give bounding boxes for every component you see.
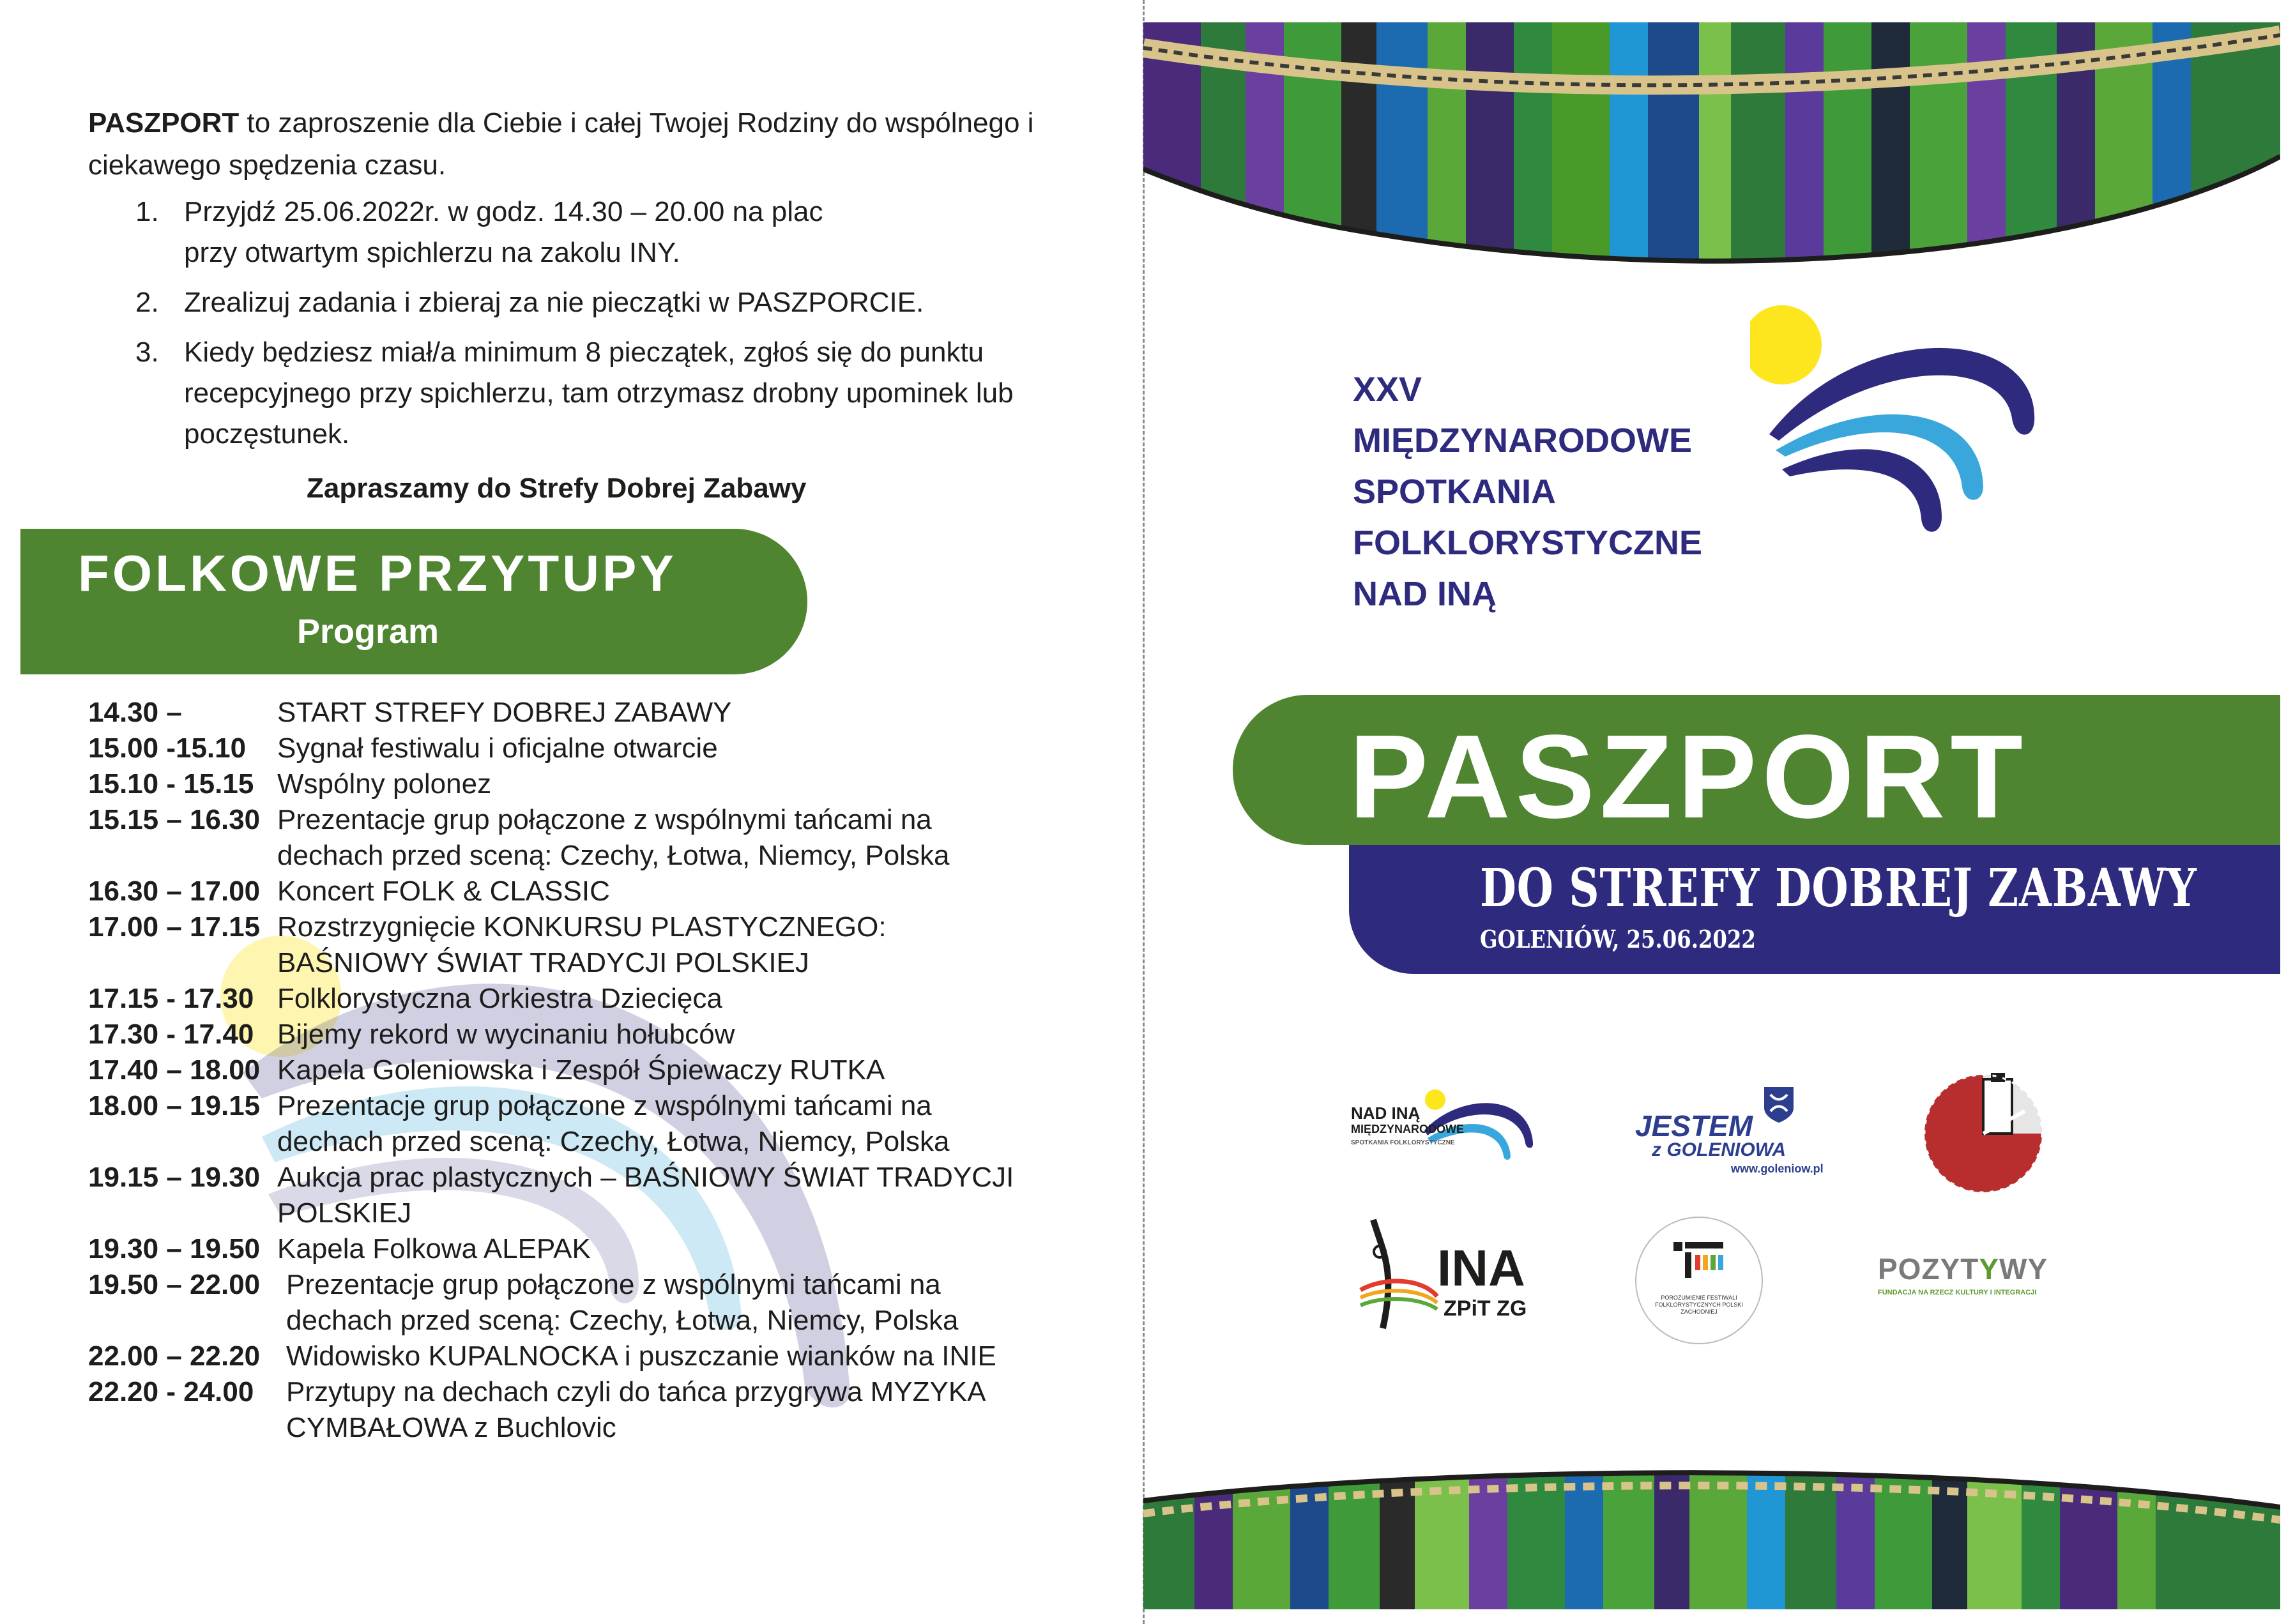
- right-page: [1143, 0, 2286, 1624]
- step-number: 3.: [135, 337, 159, 368]
- ina-sub: ZPiT ZG: [1444, 1296, 1527, 1321]
- jestem-line1: JESTEM: [1635, 1109, 1753, 1142]
- schedule-time: 14.30 –: [88, 697, 182, 728]
- nad-ina-line2: MIĘDZYNARODOWE: [1351, 1123, 1464, 1135]
- schedule-time: 19.50 – 22.00: [88, 1269, 261, 1300]
- schedule-row: [88, 1088, 1129, 1160]
- steps-list: [135, 192, 1093, 464]
- festival-title: [1353, 364, 1702, 619]
- schedule-row: [88, 909, 1129, 981]
- step-text-continued: przy otwartym spichlerzu na zakolu INY.: [184, 237, 680, 268]
- schedule-row: [88, 1160, 1129, 1231]
- jestem-url: www.goleniow.pl: [1731, 1162, 1824, 1175]
- passport-subtitle: DO STREFY DOBREJ ZABAWY: [1480, 858, 2197, 919]
- passport-subtitle-banner: [1349, 845, 2280, 974]
- schedule-time: 22.20 - 24.00: [88, 1376, 254, 1408]
- schedule-row: [88, 1339, 1129, 1374]
- sponsor-logo-god-goleniow: [1919, 1066, 2047, 1194]
- logo-wave-purple-small: [1782, 449, 1942, 531]
- schedule-desc: Przytupy na dechach czyli do tańca przygrywa MYZYKA CYMBAŁOWA z Buchlovic: [286, 1376, 985, 1443]
- schedule-desc: Prezentacje grup połączone z wspólnymi tańcami na dechach przed sceną: Czechy, Łotwa, Niemcy, Polska: [277, 1090, 950, 1157]
- pozytywy-name-y: Y: [1979, 1252, 2000, 1286]
- intro-paragraph: [88, 102, 1085, 186]
- schedule-time: 19.15 – 19.30: [88, 1162, 261, 1193]
- ina-name: INA: [1437, 1240, 1525, 1296]
- sponsor-logo-pozytywy: [1878, 1245, 2069, 1309]
- step-number: 2.: [135, 287, 159, 318]
- schedule-time: 16.30 – 17.00: [88, 876, 261, 907]
- schedule-time: 15.15 – 16.30: [88, 804, 261, 835]
- festival-title-line: NAD INĄ: [1353, 575, 1497, 613]
- pozytywy-tagline: FUNDACJA NA RZECZ KULTURY I INTEGRACJI: [1878, 1289, 2037, 1296]
- schedule-row: [88, 766, 1129, 802]
- schedule-row: [88, 1267, 1129, 1339]
- step-text: Zrealizuj zadania i zbieraj za nie pieczątki w PASZPORCIE.: [184, 287, 924, 318]
- folk-pattern-bottom: [1143, 1462, 2280, 1609]
- schedule-row: [88, 874, 1129, 909]
- schedule-desc: Kapela Goleniowska i Zespół Śpiewaczy RUTKA: [277, 1054, 885, 1086]
- nad-ina-line3: SPOTKANIA FOLKLORYSTYCZNE: [1351, 1139, 1455, 1146]
- step-text: Przyjdź 25.06.2022r. w godz. 14.30 – 20.00 na plac: [184, 196, 823, 227]
- schedule-row: [88, 1017, 1129, 1052]
- schedule-row: [88, 1374, 1129, 1446]
- step-item: [135, 282, 1093, 323]
- sponsor-logo-ina-zpit: [1357, 1213, 1562, 1335]
- schedule-time: 22.00 – 22.20: [88, 1340, 261, 1372]
- passport-title: PASZPORT: [1349, 711, 2028, 843]
- schedule-time: 18.00 – 19.15: [88, 1090, 261, 1121]
- schedule-desc: START STREFY DOBREJ ZABAWY: [277, 697, 732, 728]
- schedule-desc: Kapela Folkowa ALEPAK: [277, 1233, 591, 1264]
- schedule-row: [88, 981, 1129, 1017]
- schedule-row: [88, 802, 1129, 874]
- schedule-desc: Aukcja prac plastycznych – BAŚNIOWY ŚWIAT TRADYCJI POLSKIEJ: [277, 1162, 1014, 1229]
- schedule-time: 19.30 – 19.50: [88, 1233, 261, 1264]
- festival-logo: [1750, 300, 2044, 600]
- schedule-desc: Bijemy rekord w wycinaniu hołubców: [277, 1019, 735, 1050]
- program-banner-subtitle: Program: [297, 612, 439, 651]
- schedule-row: [88, 1231, 1129, 1267]
- step-text: Kiedy będziesz miał/a minimum 8 pieczątek, zgłoś się do punktu recepcyjnego przy spichlerzu, tam otrzymasz drobny upominek lub poczęstunek.: [184, 337, 1014, 450]
- program-banner: [20, 529, 807, 674]
- schedule-desc: Rozstrzygnięcie KONKURSU PLASTYCZNEGO: BAŚNIOWY ŚWIAT TRADYCJI POLSKIEJ: [277, 911, 887, 978]
- pff-text: POROZUMIENIE FESTIWALI FOLKLORYSTYCZNYCH POLSKI ZACHODNIEJ: [1655, 1294, 1743, 1315]
- nad-ina-name: NAD INĄ: [1351, 1104, 1421, 1123]
- sponsor-logo-nad-ina: [1351, 1086, 1543, 1169]
- logo-sun: [1750, 305, 1822, 384]
- pff-emblem-icon: [1673, 1242, 1731, 1287]
- festival-title-line: XXV: [1353, 370, 1422, 409]
- passport-place-date: GOLENIÓW, 25.06.2022: [1480, 925, 1756, 953]
- step-item: [135, 332, 1093, 455]
- schedule-time: 15.00 -15.10: [88, 732, 247, 764]
- festival-title-line: MIĘDZYNARODOWE: [1353, 421, 1692, 460]
- pozytywy-name-b: WY: [1999, 1252, 2048, 1286]
- sponsor-logo-pff: [1635, 1217, 1763, 1344]
- schedule-desc: Prezentacje grup połączone z wspólnymi tańcami na dechach przed sceną: Czechy, Łotwa, Niemcy, Polska: [277, 804, 950, 871]
- step-number: 1.: [135, 196, 159, 227]
- jestem-line2: z GOLENIOWA: [1652, 1139, 1786, 1160]
- schedule-row: [88, 731, 1129, 766]
- schedule-row: [88, 1052, 1129, 1088]
- folk-pattern-top: [1143, 22, 2280, 278]
- sponsor-logo-jestem-z-goleniowa: [1635, 1086, 1827, 1175]
- pozytywy-name-a: POZYT: [1878, 1252, 1979, 1286]
- program-schedule: [88, 695, 1129, 1446]
- schedule-time: 17.15 - 17.30: [88, 983, 254, 1014]
- pozytywy-name: [1878, 1252, 2048, 1286]
- invite-line: Zapraszamy do Strefy Dobrej Zabawy: [307, 473, 807, 504]
- schedule-time: 17.30 - 17.40: [88, 1019, 254, 1050]
- step-item: [135, 192, 1093, 273]
- schedule-desc: Prezentacje grup połączone z wspólnymi tańcami na dechach przed sceną: Czechy, Łotwa, Niemcy, Polska: [286, 1269, 959, 1336]
- festival-title-line: SPOTKANIA: [1353, 473, 1557, 511]
- schedule-desc: Folklorystyczna Orkiestra Dziecięca: [277, 983, 722, 1014]
- schedule-desc: Wspólny polonez: [277, 768, 492, 800]
- schedule-time: 15.10 - 15.15: [88, 768, 254, 800]
- passport-title-banner: [1233, 695, 2280, 845]
- schedule-row: [88, 695, 1129, 731]
- intro-text: to zaproszenie dla Ciebie i całej Twojej Rodziny do wspólnego i ciekawego spędzenia czasu.: [88, 107, 1034, 181]
- program-banner-title: FOLKOWE PRZYTUPY: [78, 545, 677, 602]
- festival-title-line: FOLKLORYSTYCZNE: [1353, 524, 1702, 562]
- schedule-desc: Sygnał festiwalu i oficjalne otwarcie: [277, 732, 718, 764]
- goleniow-crest-icon: [1763, 1086, 1795, 1124]
- intro-lead: PASZPORT: [88, 107, 240, 139]
- schedule-time: 17.00 – 17.15: [88, 911, 261, 943]
- schedule-time: 17.40 – 18.00: [88, 1054, 261, 1086]
- schedule-desc: Widowisko KUPALNOCKA i puszczanie wianków na INIE: [286, 1340, 996, 1372]
- ina-dancer-icon: [1357, 1213, 1440, 1335]
- schedule-desc: Koncert FOLK & CLASSIC: [277, 876, 610, 907]
